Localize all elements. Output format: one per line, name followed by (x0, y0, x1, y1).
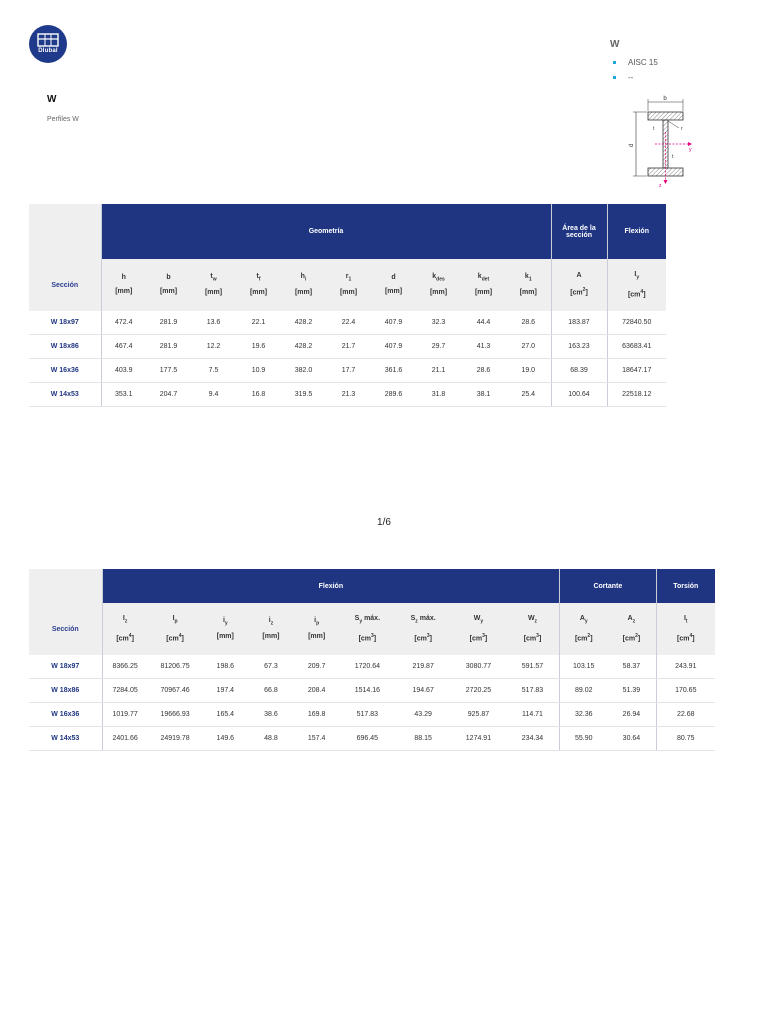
side-info-item: AISC 15 (612, 58, 658, 73)
column-header (191, 259, 236, 311)
value-cell: 32.3 (416, 311, 461, 335)
table-row (29, 311, 666, 335)
column-header (607, 603, 656, 655)
column-header (461, 259, 506, 311)
value-cell: 19666.93 (148, 703, 203, 727)
table-row (29, 655, 715, 679)
page-subtitle: Perfiles W (47, 116, 79, 123)
value-cell: 17.7 (326, 359, 371, 383)
section-name-cell: W 18x97 (29, 655, 102, 679)
value-cell: 1274.91 (451, 727, 506, 751)
column-symbol: A (576, 272, 582, 280)
value-cell: 208.4 (294, 679, 340, 703)
column-symbol: $i_p$ (314, 616, 320, 627)
column-symbol: $I_t$ (683, 615, 688, 625)
value-cell: 2401.66 (102, 727, 148, 751)
dim-r-label: r (681, 126, 683, 132)
value-cell: 16.8 (236, 383, 281, 407)
value-cell: 81206.75 (148, 655, 203, 679)
value-cell: 25.4 (506, 383, 551, 407)
column-unit: [mm] (339, 289, 358, 297)
value-cell: 63683.41 (607, 335, 666, 359)
column-unit: [mm] (216, 633, 234, 641)
value-cell: 696.45 (339, 727, 395, 751)
value-cell: 467.4 (101, 335, 146, 359)
column-header (560, 603, 608, 655)
column-symbol: $k_{des}$ (432, 272, 445, 283)
column-unit: $[cm^3]$ (414, 632, 432, 642)
value-cell: 591.57 (506, 655, 560, 679)
value-cell: 183.87 (551, 311, 607, 335)
value-cell: 55.90 (560, 727, 608, 751)
value-cell: 27.0 (506, 335, 551, 359)
value-cell: 66.8 (248, 679, 294, 703)
value-cell: 209.7 (294, 655, 340, 679)
column-header (101, 259, 146, 311)
column-unit: $[cm^3]$ (523, 632, 542, 642)
column-unit: $[cm^2]$ (574, 632, 593, 642)
column-header (506, 259, 551, 311)
value-cell: 234.34 (506, 727, 560, 751)
column-unit: [mm] (262, 633, 280, 641)
logo-graphic-icon (29, 25, 67, 63)
value-cell: 925.87 (451, 703, 506, 727)
value-cell: 28.6 (506, 311, 551, 335)
value-cell: 472.4 (101, 311, 146, 335)
column-unit: [mm] (474, 289, 493, 297)
column-unit: $[cm^2]$ (570, 287, 588, 297)
value-cell: 407.9 (371, 311, 416, 335)
value-cell: 21.7 (326, 335, 371, 359)
value-cell: 7.5 (191, 359, 236, 383)
value-cell: 19.6 (236, 335, 281, 359)
section-name-cell: W 18x97 (29, 311, 101, 335)
value-cell: 517.83 (339, 703, 395, 727)
properties-table-1 (29, 204, 666, 407)
table-row (29, 335, 666, 359)
value-cell: 28.6 (461, 359, 506, 383)
value-cell: 165.4 (202, 703, 248, 727)
group-header-shear: Cortante (560, 569, 656, 603)
column-symbol: $k_1$ (524, 272, 532, 283)
value-cell: 243.91 (656, 655, 715, 679)
section-name-cell: W 16x36 (29, 703, 102, 727)
dim-tf-label: t (653, 126, 655, 132)
column-symbol: $S_z$ máx. (410, 615, 436, 625)
group-header-torsion: Torsión (656, 569, 715, 603)
table-row (29, 703, 715, 727)
value-cell: 197.4 (202, 679, 248, 703)
column-header (339, 603, 395, 655)
side-info-item: -- (612, 73, 658, 88)
table-row (29, 679, 715, 703)
column-unit: $[cm^3]$ (469, 632, 488, 642)
column-symbol: h (121, 274, 126, 281)
value-cell: 38.6 (248, 703, 294, 727)
section-name-cell: W 18x86 (29, 335, 101, 359)
section-column-header: Sección (29, 259, 101, 311)
column-symbol: $t_f$ (256, 272, 261, 283)
value-cell: 289.6 (371, 383, 416, 407)
value-cell: 198.6 (202, 655, 248, 679)
column-header (395, 603, 451, 655)
value-cell: 48.8 (248, 727, 294, 751)
header-blank-cell (29, 204, 101, 259)
column-unit: [mm] (308, 633, 326, 641)
properties-table-2 (29, 569, 715, 751)
column-symbol: $i_z$ (268, 616, 274, 627)
table-row (29, 383, 666, 407)
value-cell: 43.29 (395, 703, 451, 727)
value-cell: 403.9 (101, 359, 146, 383)
page-title: W (47, 94, 57, 105)
column-unit: [mm] (519, 289, 537, 297)
column-unit: $[cm^4]$ (116, 632, 134, 642)
group-header-geometry: Geometría (101, 204, 551, 259)
side-title: W (610, 39, 620, 50)
value-cell: 319.5 (281, 383, 326, 407)
value-cell: 22.1 (236, 311, 281, 335)
value-cell: 157.4 (294, 727, 340, 751)
column-symbol: $W_y$ (473, 615, 484, 625)
column-header (281, 259, 326, 311)
column-unit: $[cm^3]$ (358, 632, 377, 642)
dim-tw-label: t (672, 154, 674, 160)
value-cell: 9.4 (191, 383, 236, 407)
column-symbol: $h_i$ (300, 272, 307, 283)
value-cell: 100.64 (551, 383, 607, 407)
value-cell: 204.7 (146, 383, 191, 407)
column-symbol: $I_y$ (634, 271, 640, 281)
column-header (656, 603, 715, 655)
column-header (371, 259, 416, 311)
group-header-area: Área de la sección (551, 204, 607, 259)
value-cell: 29.7 (416, 335, 461, 359)
value-cell: 353.1 (101, 383, 146, 407)
column-header (236, 259, 281, 311)
column-symbol: $r_1$ (345, 272, 352, 283)
bullet-icon (613, 76, 616, 79)
axis-y-label: y (689, 147, 692, 153)
column-unit: $[cm^4]$ (166, 632, 184, 642)
bullet-icon (613, 61, 616, 64)
dim-d-label: d (629, 143, 635, 147)
value-cell: 89.02 (560, 679, 608, 703)
i-section-diagram (625, 92, 700, 190)
column-header (326, 259, 371, 311)
column-header (146, 259, 191, 311)
value-cell: 281.9 (146, 311, 191, 335)
group-header-bending: Flexión (102, 569, 560, 603)
value-cell: 51.39 (607, 679, 656, 703)
column-symbol: $t_w$ (210, 272, 217, 283)
value-cell: 21.3 (326, 383, 371, 407)
value-cell: 7284.05 (102, 679, 148, 703)
column-header (294, 603, 340, 655)
value-cell: 44.4 (461, 311, 506, 335)
value-cell: 38.1 (461, 383, 506, 407)
value-cell: 170.65 (656, 679, 715, 703)
column-header (551, 259, 607, 311)
column-symbol: $I_p$ (172, 615, 178, 625)
dlubal-logo (29, 25, 67, 63)
column-header (416, 259, 461, 311)
value-cell: 24919.78 (148, 727, 203, 751)
column-unit: $[cm^2]$ (622, 632, 641, 642)
value-cell: 12.2 (191, 335, 236, 359)
page-indicator: 1/6 (377, 517, 391, 528)
column-symbol: $i_y$ (222, 616, 228, 627)
column-header (506, 603, 560, 655)
column-unit: [mm] (294, 289, 313, 297)
column-header (102, 603, 148, 655)
column-header (248, 603, 294, 655)
value-cell: 2720.25 (451, 679, 506, 703)
value-cell: 8366.25 (102, 655, 148, 679)
logo-text: Dlubal (38, 48, 58, 54)
value-cell: 10.9 (236, 359, 281, 383)
value-cell: 80.75 (656, 727, 715, 751)
axis-z-label: z (659, 183, 662, 189)
column-symbol: d (391, 274, 396, 281)
value-cell: 13.6 (191, 311, 236, 335)
column-header (451, 603, 506, 655)
column-header (202, 603, 248, 655)
column-header (607, 259, 666, 311)
column-unit: $[cm^4]$ (676, 632, 695, 642)
column-symbol: $I_z$ (122, 615, 128, 625)
value-cell: 67.3 (248, 655, 294, 679)
value-cell: 1019.77 (102, 703, 148, 727)
column-symbol: $A_y$ (579, 615, 588, 625)
value-cell: 68.39 (551, 359, 607, 383)
value-cell: 163.23 (551, 335, 607, 359)
value-cell: 382.0 (281, 359, 326, 383)
column-unit: [mm] (159, 288, 178, 295)
column-unit: [mm] (115, 288, 133, 295)
column-unit: [mm] (249, 289, 268, 297)
value-cell: 22518.12 (607, 383, 666, 407)
column-symbol: b (166, 274, 171, 281)
value-cell: 3080.77 (451, 655, 506, 679)
value-cell: 149.6 (202, 727, 248, 751)
value-cell: 194.67 (395, 679, 451, 703)
value-cell: 169.8 (294, 703, 340, 727)
value-cell: 58.37 (607, 655, 656, 679)
group-header-bending: Flexión (607, 204, 666, 259)
dim-b-label: b (663, 96, 667, 102)
value-cell: 177.5 (146, 359, 191, 383)
value-cell: 31.8 (416, 383, 461, 407)
column-unit: [mm] (384, 288, 403, 295)
value-cell: 30.64 (607, 727, 656, 751)
column-unit: $[cm^4]$ (627, 288, 646, 298)
column-unit: [mm] (204, 289, 223, 297)
value-cell: 22.4 (326, 311, 371, 335)
section-name-cell: W 18x86 (29, 679, 102, 703)
table-row (29, 359, 666, 383)
value-cell: 19.0 (506, 359, 551, 383)
value-cell: 517.83 (506, 679, 560, 703)
section-name-cell: W 14x53 (29, 727, 102, 751)
value-cell: 407.9 (371, 335, 416, 359)
value-cell: 281.9 (146, 335, 191, 359)
column-unit: [mm] (429, 289, 448, 297)
value-cell: 1514.16 (339, 679, 395, 703)
value-cell: 428.2 (281, 311, 326, 335)
value-cell: 41.3 (461, 335, 506, 359)
value-cell: 21.1 (416, 359, 461, 383)
value-cell: 103.15 (560, 655, 608, 679)
value-cell: 219.87 (395, 655, 451, 679)
section-name-cell: W 16x36 (29, 359, 101, 383)
column-symbol: $k_{det}$ (477, 272, 490, 283)
column-symbol: $S_y$ máx. (354, 615, 381, 625)
value-cell: 114.71 (506, 703, 560, 727)
value-cell: 72840.50 (607, 311, 666, 335)
value-cell: 22.68 (656, 703, 715, 727)
value-cell: 70967.46 (148, 679, 203, 703)
header-blank-cell (29, 569, 102, 603)
section-name-cell: W 14x53 (29, 383, 101, 407)
column-symbol: $A_z$ (627, 615, 636, 625)
side-info-list (612, 58, 658, 88)
value-cell: 32.36 (560, 703, 608, 727)
column-header (148, 603, 203, 655)
value-cell: 1720.64 (339, 655, 395, 679)
table-row (29, 727, 715, 751)
value-cell: 428.2 (281, 335, 326, 359)
value-cell: 88.15 (395, 727, 451, 751)
top-flange (648, 112, 683, 120)
column-symbol: $W_z$ (527, 615, 538, 625)
value-cell: 26.94 (607, 703, 656, 727)
value-cell: 361.6 (371, 359, 416, 383)
value-cell: 18647.17 (607, 359, 666, 383)
section-column-header: Sección (29, 603, 102, 655)
